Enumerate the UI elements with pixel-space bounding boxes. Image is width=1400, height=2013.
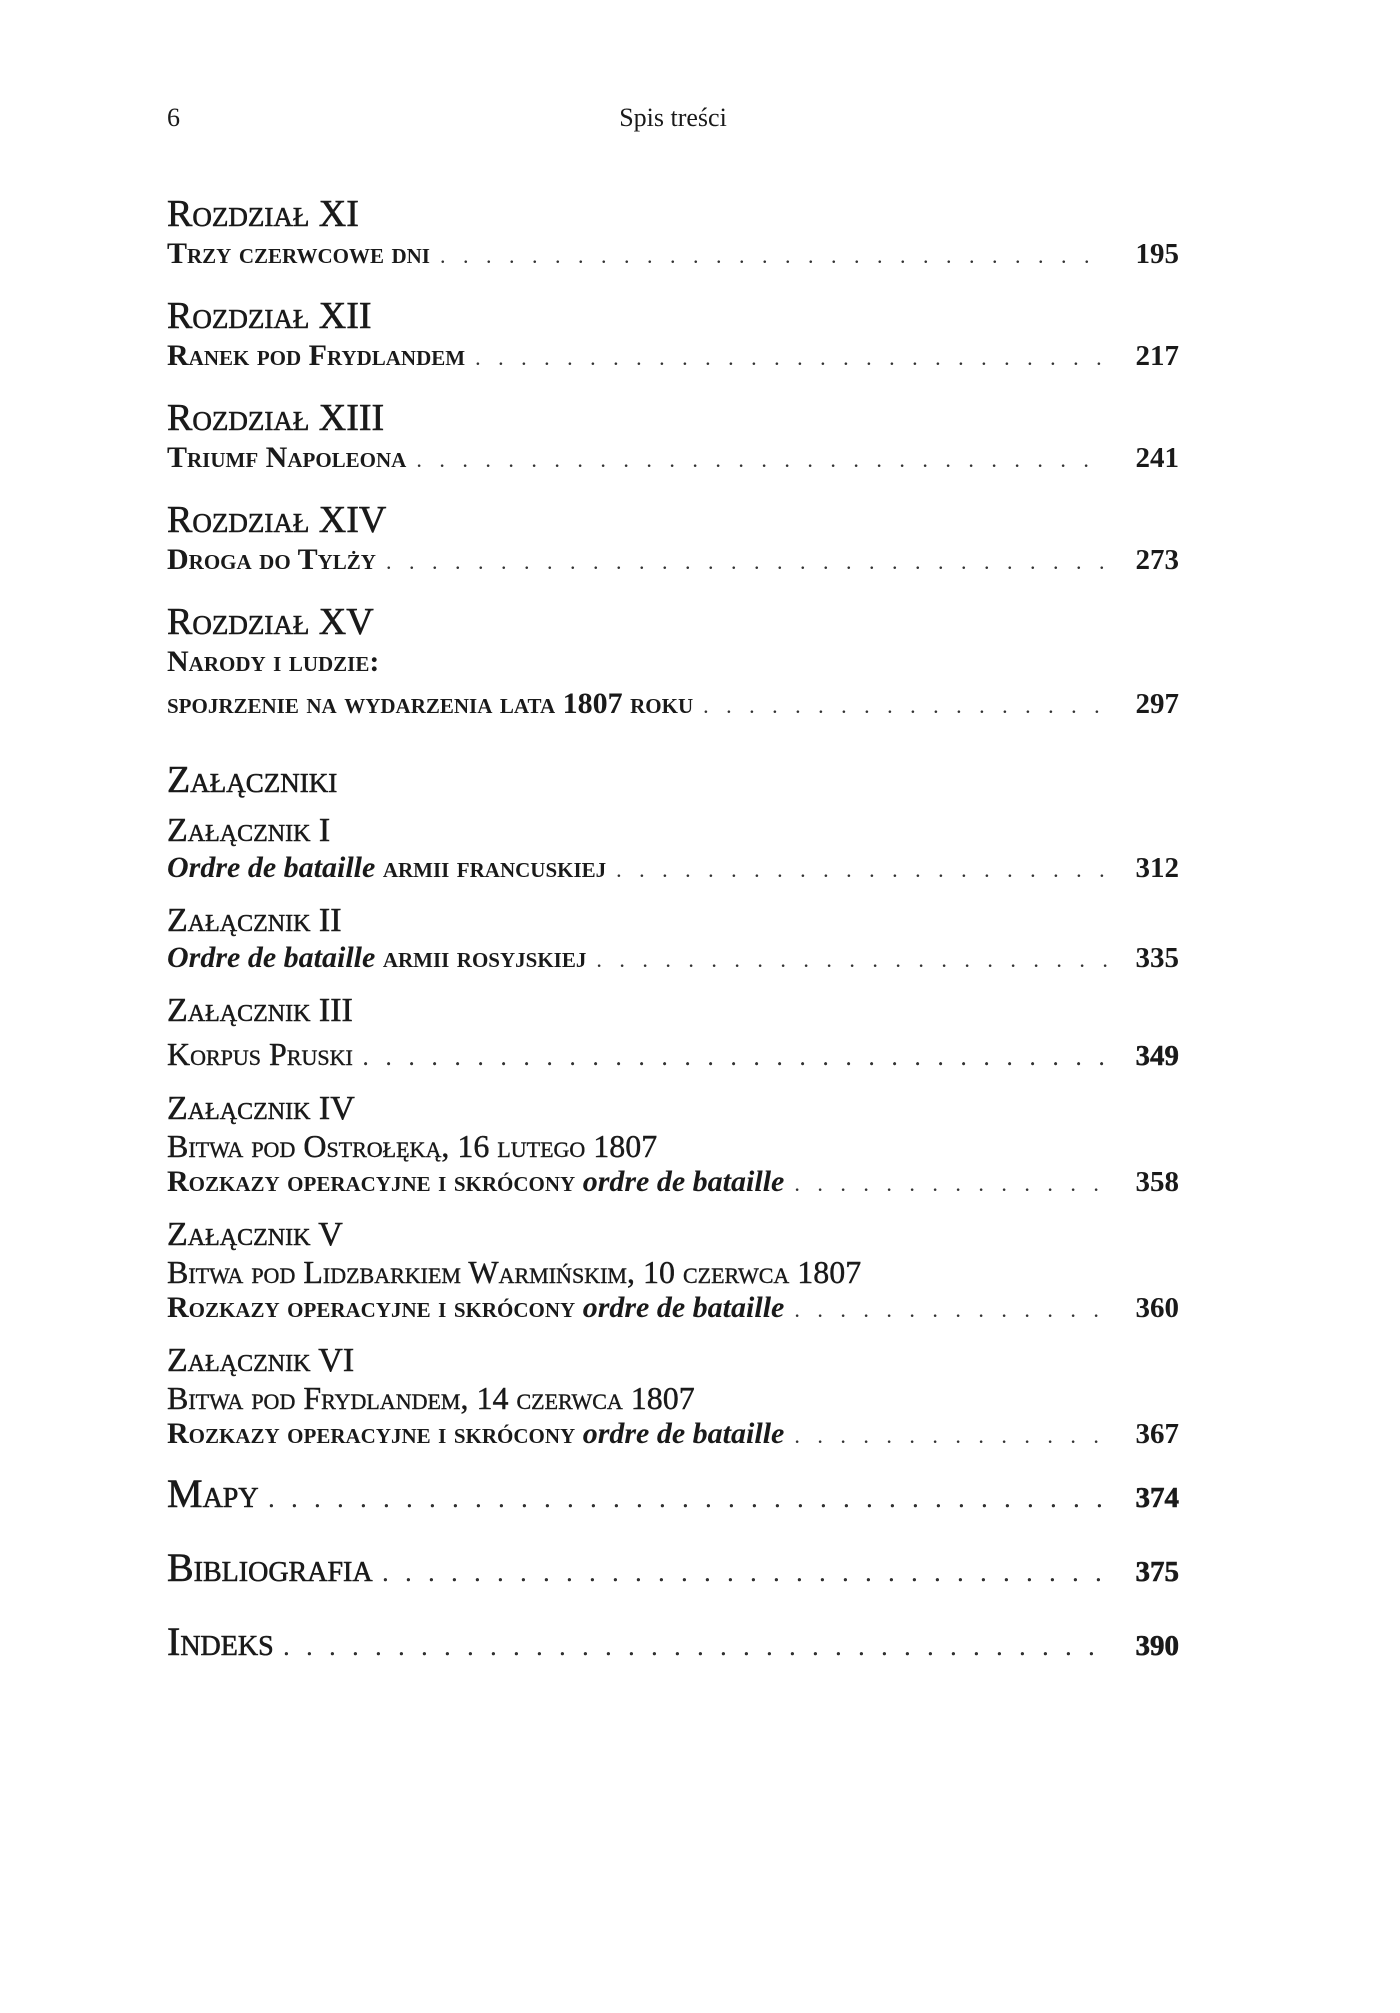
page-ref: 360 [1135, 1292, 1179, 1324]
dot-leader [794, 1166, 1107, 1202]
toc-entry[interactable] [167, 1416, 1179, 1454]
dot-leader [440, 238, 1107, 274]
dot-leader [794, 1418, 1107, 1454]
table-of-contents [167, 192, 1179, 1692]
appendix-label: Załącznik IV [167, 1090, 355, 1127]
toc-chapter-xiii [167, 396, 1179, 478]
dot-leader [386, 544, 1107, 580]
page-ref: 390 [1135, 1630, 1179, 1662]
page-ref: 367 [1135, 1418, 1179, 1450]
page-ref: 297 [1135, 688, 1179, 720]
toc-entry[interactable] [167, 1164, 1179, 1202]
dot-leader [616, 852, 1107, 888]
toc-entry[interactable] [167, 1036, 1179, 1076]
toc-entry[interactable] [167, 1544, 1179, 1598]
page-ref: 349 [1135, 1040, 1179, 1072]
entry-title: Droga do Tylży [167, 543, 376, 576]
toc-bibliography [167, 1544, 1179, 1598]
toc-appendix-vi [167, 1342, 1179, 1454]
dot-leader [703, 688, 1107, 724]
toc-appendix-iii [167, 992, 1179, 1076]
toc-entry[interactable] [167, 542, 1179, 580]
battle-line: Bitwa pod Ostrołęką, 16 lutego 1807 [167, 1128, 658, 1164]
entry-title: Indeks [167, 1619, 274, 1664]
chapter-label: Rozdział XI [167, 193, 359, 235]
toc-entry[interactable] [167, 338, 1179, 376]
appendix-label: Załącznik VI [167, 1342, 355, 1379]
page-ref: 195 [1135, 238, 1179, 270]
toc-entry[interactable] [167, 1618, 1179, 1672]
toc-entry[interactable] [167, 236, 1179, 274]
page-ref: 335 [1135, 942, 1179, 974]
entry-title: Ranek pod Frydlandem [167, 339, 466, 372]
entry-title-italic: ordre de bataille [582, 1417, 785, 1450]
dot-leader [383, 1550, 1107, 1598]
chapter-label: Rozdział XII [167, 295, 372, 337]
entry-title-italic: ordre de bataille [582, 1291, 785, 1324]
entry-title-italic: ordre de bataille [582, 1165, 785, 1198]
page-ref: 375 [1135, 1556, 1179, 1588]
toc-chapter-xi [167, 192, 1179, 274]
entry-title: Trzy czerwcowe dni [167, 237, 430, 270]
entry-title-orders: Rozkazy operacyjne i skrócony [167, 1165, 583, 1198]
entry-title: Korpus Pruski [167, 1036, 353, 1072]
entry-title-orders: Rozkazy operacyjne i skrócony [167, 1417, 583, 1450]
entry-title [167, 850, 606, 886]
entry-title [167, 1290, 784, 1326]
toc-appendix-i [167, 812, 1179, 888]
toc-appendix-ii [167, 902, 1179, 978]
battle-line: Bitwa pod Frydlandem, 14 czerwca 1807 [167, 1380, 695, 1416]
chapter-label: Rozdział XIV [167, 499, 387, 541]
entry-title: Mapy [167, 1471, 259, 1516]
toc-chapter-xv [167, 600, 1179, 724]
toc-chapter-xii [167, 294, 1179, 376]
toc-entry[interactable] [167, 940, 1179, 978]
entry-title-italic: Ordre de bataille [167, 941, 376, 974]
dot-leader [596, 942, 1107, 978]
appendix-label: Załącznik III [167, 992, 353, 1029]
appendix-label: Załącznik II [167, 902, 342, 939]
entry-title-orders: Rozkazy operacyjne i skrócony [167, 1291, 583, 1324]
page-ref: 273 [1135, 544, 1179, 576]
entry-title: Triumf Napoleona [167, 441, 407, 474]
page-ref: 374 [1135, 1482, 1179, 1514]
running-head [167, 98, 1179, 138]
entry-title [167, 1164, 784, 1200]
page-ref: 241 [1135, 442, 1179, 474]
toc-maps [167, 1470, 1179, 1524]
dot-leader [363, 1040, 1107, 1076]
appendices-heading: Załączniki [167, 759, 338, 801]
entry-title: spojrzenie na wydarzenia lata 1807 roku [167, 687, 694, 720]
entry-title [167, 940, 586, 976]
page-ref: 358 [1135, 1166, 1179, 1198]
chapter-label: Rozdział XV [167, 601, 374, 643]
dot-leader [269, 1476, 1107, 1524]
entry-title: Bibliografia [167, 1545, 373, 1590]
toc-entry[interactable] [167, 1470, 1179, 1524]
toc-entry[interactable] [167, 1290, 1179, 1328]
appendix-label: Załącznik I [167, 812, 331, 849]
toc-chapter-xiv [167, 498, 1179, 580]
entry-title-rest: armii rosyjskiej [375, 941, 587, 974]
chapter-label: Rozdział XIII [167, 397, 385, 439]
dot-leader [794, 1292, 1107, 1328]
dot-leader [475, 340, 1107, 376]
entry-title-line: Narody i ludzie: [167, 645, 380, 678]
entry-title-italic: Ordre de bataille [167, 851, 376, 884]
entry-title [167, 1416, 784, 1452]
toc-entry[interactable] [167, 686, 1179, 724]
dot-leader [284, 1624, 1107, 1672]
entry-title-rest: armii francuskiej [375, 851, 607, 884]
page-ref: 217 [1135, 340, 1179, 372]
toc-appendix-iv [167, 1090, 1179, 1202]
running-title: Spis treści [619, 103, 727, 132]
toc-appendix-v [167, 1216, 1179, 1328]
page-number: 6 [167, 103, 180, 132]
toc-entry[interactable] [167, 440, 1179, 478]
dot-leader [416, 442, 1107, 478]
toc-entry[interactable] [167, 850, 1179, 888]
page-ref: 312 [1135, 852, 1179, 884]
battle-line: Bitwa pod Lidzbarkiem Warmińskim, 10 czerwca 1807 [167, 1254, 862, 1290]
toc-index [167, 1618, 1179, 1672]
appendix-label: Załącznik V [167, 1216, 343, 1253]
